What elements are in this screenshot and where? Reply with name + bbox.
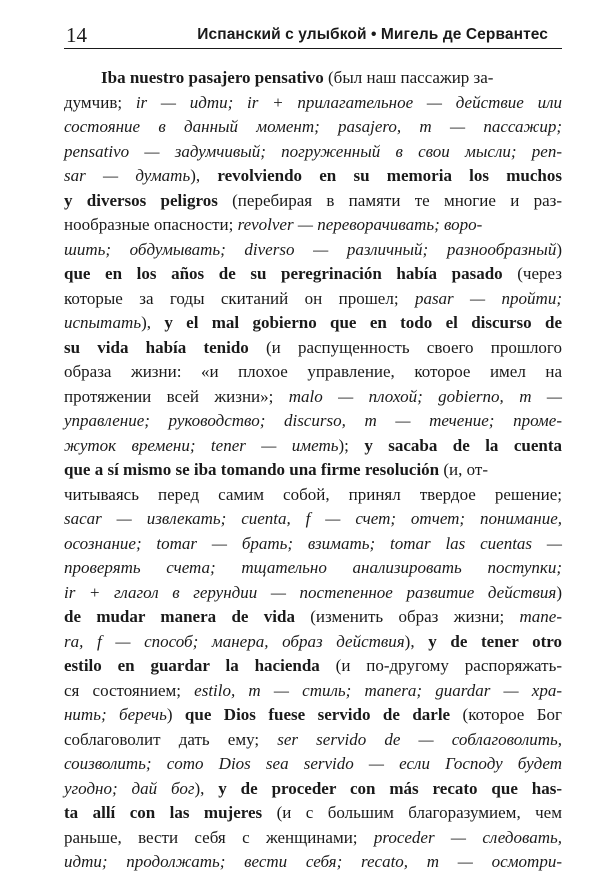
gloss-text: proceder — следовать, [373,827,562,847]
text-line [64,777,562,802]
translation-text: ); [338,435,365,455]
gloss-text: состояние в данный момент; pasajero, т — пассажир; [64,117,562,136]
gloss-text: ra, f — способ; манера, образ действия [64,631,405,651]
spanish-phrase: su vida había tenido [64,337,249,357]
gloss-text: нить; беречь [64,705,167,724]
text-line [64,483,562,508]
text-line [64,360,562,385]
text-line [64,801,562,826]
gloss-text: sacar — извлекать; cuenta, f — счет; отчет; понимание, [64,509,562,528]
translation-text: образа жизни: «и плохое управление, которое имел на [64,362,562,381]
gloss-text: управление; руководство; discurso, т — течение; проме- [64,411,562,430]
text-line [64,336,562,361]
text-line [64,679,562,704]
gloss-text: осознание; tomar — брать; взимать; tomar las cuentas — [64,533,562,553]
gloss-text: pasar — пройти; [414,288,562,308]
gloss-text: estilo, т — стиль; manera; guardar — хра- [194,680,562,700]
translation-text: (и распущенность своего прошлого [248,337,562,357]
gloss-text: ir — идти; ir + прилагательное — действие или [135,92,562,112]
text-line [64,581,562,606]
gloss-text: malo — плохой; gobierno, т — [288,386,562,406]
text-line [64,311,562,336]
text-line [64,238,562,263]
spanish-phrase: que en los años de su peregrinación había pasado [64,264,503,283]
gloss-text: жуток времени; tener — иметь [64,435,339,455]
gloss-text: шить; обдумывать; diverso — различный; разнообразный [64,239,557,259]
spanish-phrase: estilo en guardar la hacienda [64,656,320,675]
translation-text: ) [556,239,562,259]
spanish-phrase: y el mal gobierno que en todo el discurso de [164,313,562,332]
spanish-phrase: que a sí mismo se iba tomando una firme resolución [64,460,440,479]
page-number: 14 [66,23,87,47]
translation-text: думчив; [64,92,136,112]
translation-text: (перебирая в памяти те многие и раз- [217,190,562,210]
text-line [64,605,562,630]
spanish-phrase: de mudar manera de vida [64,607,295,626]
translation-text: раньше, вести себя с женщинами; [64,827,374,847]
text-line [64,91,562,116]
header-title: Испанский с улыбкой • Мигель де Сервантес [197,26,548,43]
text-line [64,556,562,581]
gloss-text: проверять счета; тщательно анализировать поступки; [64,558,562,577]
translation-text: нообразные опасности; [64,215,238,234]
translation-text: (и, от- [439,460,488,479]
body-text [64,66,562,875]
text-line [64,703,562,728]
translation-text: ), [194,778,219,798]
translation-text: (был наш пассажир за- [323,68,494,87]
spanish-phrase: y de tener otro [428,631,562,651]
gloss-text: угодно; дай бог [64,778,195,798]
text-line [64,728,562,753]
gloss-text: revolver — переворачивать; воро- [237,215,483,234]
translation-text: ), [404,631,429,651]
text-line [64,752,562,777]
translation-text: ) [556,582,562,602]
translation-text: (изменить образ жизни; [294,607,520,626]
gloss-text: pensativo — задумчивый; погруженный в свои мысли; pen- [64,141,562,161]
spanish-phrase: y sacaba de la cuenta [364,435,562,455]
gloss-text: sar — думать [64,166,191,185]
text-line [64,213,562,238]
text-line [64,630,562,655]
text-line [64,262,562,287]
translation-text: протяжении всей жизни»; [64,386,289,406]
text-line [64,140,562,165]
spanish-phrase: que Dios fuese servido de darle [184,705,451,724]
running-header [64,22,562,49]
translation-text: ) [166,705,185,724]
text-line [64,654,562,679]
spanish-phrase: y de proceder con más recato que has- [218,778,562,798]
text-line [64,826,562,851]
text-line [64,164,562,189]
text-line [64,115,562,140]
text-line [64,507,562,532]
gloss-text: соизволить; como Dios sea servido — если Господу будет [64,754,562,773]
translation-text: соблаговолит дать ему; [64,729,278,749]
translation-text: ся состоянием; [64,680,195,700]
translation-text: которые за годы скитаний он прошел; [64,288,415,308]
spanish-phrase: y diversos peligros [64,190,218,210]
text-line [64,66,562,91]
spanish-phrase: Iba nuestro pasajero pensativo [101,68,324,87]
text-line [64,458,562,483]
translation-text: ), [190,166,218,185]
spanish-phrase: revolviendo en su memoria los muchos [217,166,562,185]
text-line [64,532,562,557]
translation-text: ), [141,313,165,332]
gloss-text: идти; продолжать; вести себя; recato, т — осмотри- [64,852,562,871]
text-line [64,385,562,410]
text-line [64,189,562,214]
gloss-text: ser servido de — соблаговолить, [277,729,562,749]
gloss-text: ir + глагол в герундии — постепенное развитие действия [64,582,557,602]
translation-text: (через [502,264,562,283]
text-line [64,287,562,312]
translation-text: (которое Бог [450,705,562,724]
gloss-text: mane- [519,607,562,626]
spanish-phrase: ta allí con las mujeres [64,803,263,822]
gloss-text: испытать [64,313,142,332]
translation-text: читываясь перед самим собой, принял твердое решение; [64,484,562,504]
text-line [64,434,562,459]
translation-text: (и по-другому распоряжать- [319,656,562,675]
translation-text: (и с большим благоразумием, чем [262,803,562,822]
text-line [64,409,562,434]
text-line [64,850,562,875]
